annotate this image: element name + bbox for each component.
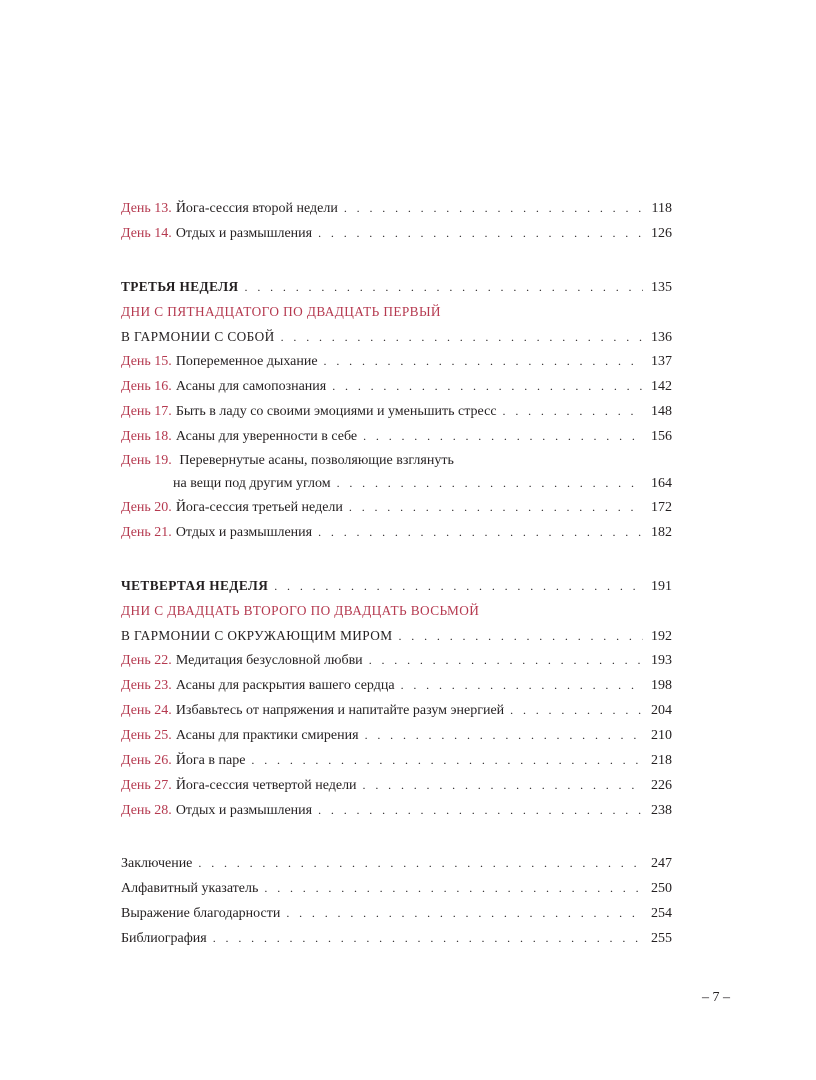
page-number: 142 xyxy=(651,379,672,394)
dot-leader xyxy=(363,424,643,449)
toc-entry-index[interactable] xyxy=(121,876,672,901)
entry-title: Йога-сессия третьей недели xyxy=(175,500,343,515)
day-label: День 27. xyxy=(121,778,172,793)
day-label: День 20. xyxy=(121,500,172,515)
dot-leader xyxy=(245,275,643,300)
page-number: 182 xyxy=(651,525,672,540)
page-number: 247 xyxy=(651,856,672,871)
page-number: 191 xyxy=(651,579,672,594)
week-3-subtitle: ДНИ С ПЯТНАДЦАТОГО ПО ДВАДЦАТЬ ПЕРВЫЙ xyxy=(121,304,441,319)
week-4-subtitle: ДНИ С ДВАДЦАТЬ ВТОРОГО ПО ДВАДЦАТЬ ВОСЬМОЙ xyxy=(121,603,480,618)
day-label: День 19. xyxy=(121,453,172,468)
entry-title: Асаны для самопознания xyxy=(175,379,327,394)
day-label: День 14. xyxy=(121,226,172,241)
entry-title: Отдых и размышления xyxy=(175,803,313,818)
page-number: 192 xyxy=(651,629,672,644)
page-number: 156 xyxy=(651,429,672,444)
toc-entry-day-15[interactable] xyxy=(121,349,672,374)
dot-leader xyxy=(251,748,643,773)
entry-title-line-1: Перевернутые асаны, позволяющие взглянуть xyxy=(179,453,454,468)
page-number: 164 xyxy=(651,476,672,491)
page-number: 148 xyxy=(651,404,672,419)
week-theme: В ГАРМОНИИ С СОБОЙ xyxy=(121,329,275,344)
entry-title: Алфавитный указатель xyxy=(121,881,259,896)
toc-week-3-theme[interactable] xyxy=(121,324,672,349)
page-number: 193 xyxy=(651,653,672,668)
dot-leader xyxy=(286,901,643,926)
entry-title: Медитация безусловной любви xyxy=(175,653,363,668)
toc-entry-bibliography[interactable] xyxy=(121,926,672,951)
toc-week-4-theme[interactable] xyxy=(121,623,672,648)
page-number: 238 xyxy=(651,803,672,818)
page-number: 137 xyxy=(651,354,672,369)
page-number: 255 xyxy=(651,931,672,946)
dot-leader xyxy=(349,495,643,520)
toc-entry-day-25[interactable] xyxy=(121,723,672,748)
section-gap xyxy=(121,545,672,573)
dot-leader xyxy=(337,472,643,494)
dot-leader xyxy=(198,851,643,876)
dot-leader xyxy=(318,221,643,246)
day-label: День 26. xyxy=(121,753,172,768)
dot-leader xyxy=(264,876,643,901)
toc-entry-day-17[interactable] xyxy=(121,399,672,424)
day-label: День 18. xyxy=(121,429,172,444)
entry-line-2 xyxy=(121,472,672,495)
dot-leader xyxy=(510,698,643,723)
dot-leader xyxy=(281,325,643,350)
day-label: День 15. xyxy=(121,354,172,369)
page-number: 254 xyxy=(651,906,672,921)
day-label: День 28. xyxy=(121,803,172,818)
day-label: День 13. xyxy=(121,201,172,216)
page-number: 210 xyxy=(651,728,672,743)
dot-leader xyxy=(363,773,643,798)
page-number: 118 xyxy=(651,201,672,216)
entry-title: Быть в ладу со своими эмоциями и уменьшить стресс xyxy=(175,404,497,419)
dot-leader xyxy=(365,723,643,748)
page-number: 135 xyxy=(651,280,672,295)
dot-leader xyxy=(344,196,644,221)
page-number: 250 xyxy=(651,881,672,896)
toc-entry-day-16[interactable] xyxy=(121,374,672,399)
toc-entry-acknowledgements[interactable] xyxy=(121,901,672,926)
entry-title: Попеременное дыхание xyxy=(175,354,318,369)
entry-title: Йога-сессия четвертой недели xyxy=(175,778,357,793)
dot-leader xyxy=(213,926,643,951)
dot-leader xyxy=(401,673,643,698)
day-label: День 23. xyxy=(121,678,172,693)
toc-week-3-heading[interactable] xyxy=(121,274,672,299)
day-label: День 24. xyxy=(121,703,172,718)
toc-entry-day-27[interactable] xyxy=(121,773,672,798)
dot-leader xyxy=(274,574,643,599)
entry-title: Асаны для раскрытия вашего сердца xyxy=(175,678,395,693)
toc-entry-day-24[interactable] xyxy=(121,698,672,723)
page-number: 172 xyxy=(651,500,672,515)
entry-title: Отдых и размышления xyxy=(175,226,313,241)
page-number: 136 xyxy=(651,330,672,345)
toc-entry-day-20[interactable] xyxy=(121,495,672,520)
entry-line-1 xyxy=(121,450,672,472)
toc-entry-day-21[interactable] xyxy=(121,520,672,545)
entry-title: Избавьтесь от напряжения и напитайте разум энергией xyxy=(175,703,505,718)
day-label: День 21. xyxy=(121,525,172,540)
toc-entry-day-13[interactable] xyxy=(121,196,672,221)
table-of-contents xyxy=(121,196,672,951)
entry-title-line-2: на вещи под другим углом xyxy=(173,476,331,491)
page-number: 226 xyxy=(651,778,672,793)
week-heading: ЧЕТВЕРТАЯ НЕДЕЛЯ xyxy=(121,578,269,593)
entry-title: Йога-сессия второй недели xyxy=(175,201,338,216)
day-label: День 22. xyxy=(121,653,172,668)
page-number: 218 xyxy=(651,753,672,768)
entry-title: Выражение благодарности xyxy=(121,906,281,921)
page-number: 126 xyxy=(651,226,672,241)
page-number: 204 xyxy=(651,703,672,718)
entry-title: Асаны для практики смирения xyxy=(175,728,359,743)
toc-entry-day-18[interactable] xyxy=(121,424,672,449)
dot-leader xyxy=(324,349,643,374)
page-number: 198 xyxy=(651,678,672,693)
dot-leader xyxy=(332,374,643,399)
toc-entry-day-26[interactable] xyxy=(121,748,672,773)
day-label: День 25. xyxy=(121,728,172,743)
dot-leader xyxy=(503,399,643,424)
day-label: День 16. xyxy=(121,379,172,394)
toc-week-4-heading[interactable] xyxy=(121,573,672,598)
page-folio: – 7 – xyxy=(702,990,730,1005)
dot-leader xyxy=(369,648,643,673)
entry-title: Асаны для уверенности в себе xyxy=(175,429,358,444)
dot-leader xyxy=(399,624,644,649)
week-theme: В ГАРМОНИИ С ОКРУЖАЮЩИМ МИРОМ xyxy=(121,628,393,643)
section-gap xyxy=(121,246,672,274)
day-label: День 17. xyxy=(121,404,172,419)
entry-title: Заключение xyxy=(121,856,193,871)
entry-title: Йога в паре xyxy=(175,753,246,768)
toc-entry-day-14[interactable] xyxy=(121,221,672,246)
dot-leader xyxy=(318,798,643,823)
toc-entry-day-23[interactable] xyxy=(121,673,672,698)
toc-entry-conclusion[interactable] xyxy=(121,851,672,876)
week-heading: ТРЕТЬЯ НЕДЕЛЯ xyxy=(121,279,239,294)
dot-leader xyxy=(318,520,643,545)
toc-entry-day-19[interactable] xyxy=(121,450,672,495)
entry-title: Отдых и размышления xyxy=(175,525,313,540)
toc-entry-day-22[interactable] xyxy=(121,648,672,673)
toc-entry-day-28[interactable] xyxy=(121,798,672,823)
section-gap xyxy=(121,823,672,851)
entry-title: Библиография xyxy=(121,931,207,946)
